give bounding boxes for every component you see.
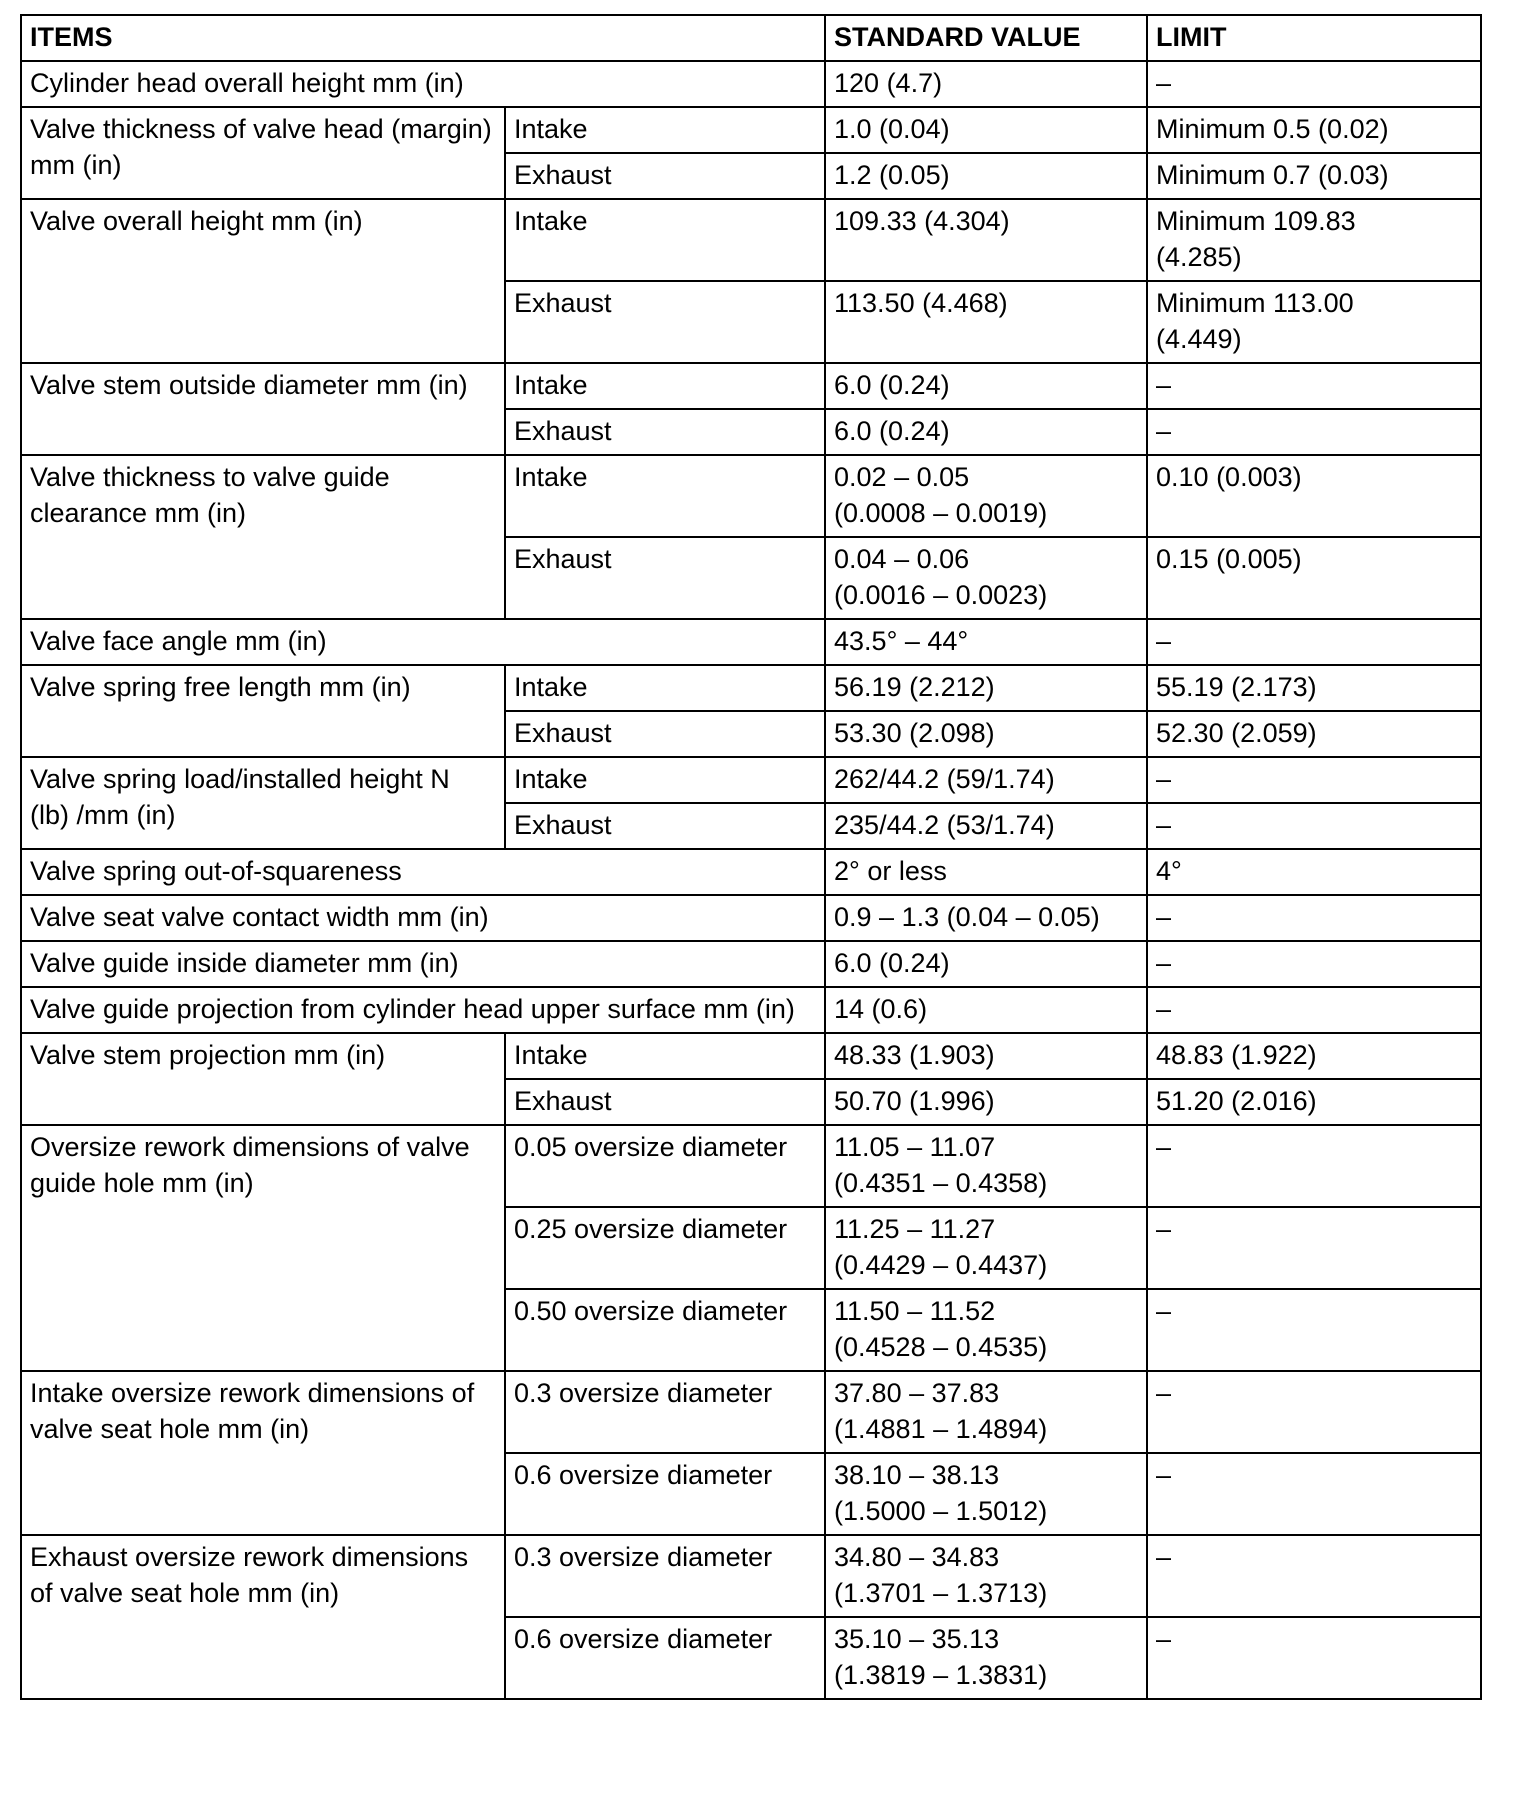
header-items: ITEMS	[21, 15, 825, 61]
standard-value-cell: 0.04 – 0.06 (0.0016 – 0.0023)	[825, 537, 1147, 619]
item-cell: Valve seat valve contact width mm (in)	[21, 895, 825, 941]
spec-table	[20, 14, 1482, 1700]
item-cell: Valve guide inside diameter mm (in)	[21, 941, 825, 987]
item-cell: Exhaust oversize rework dimensions of valve seat hole mm (in)	[21, 1535, 505, 1699]
header-standard-value: STANDARD VALUE	[825, 15, 1147, 61]
standard-value-cell: 53.30 (2.098)	[825, 711, 1147, 757]
standard-value-cell: 56.19 (2.212)	[825, 665, 1147, 711]
sub-item-cell: Exhaust	[505, 803, 825, 849]
item-cell: Valve spring free length mm (in)	[21, 665, 505, 757]
limit-cell: –	[1147, 61, 1481, 107]
table-row	[21, 619, 1481, 665]
sub-item-cell: Intake	[505, 665, 825, 711]
limit-cell: Minimum 0.5 (0.02)	[1147, 107, 1481, 153]
table-row	[21, 1125, 1481, 1207]
standard-value-cell: 34.80 – 34.83 (1.3701 – 1.3713)	[825, 1535, 1147, 1617]
table-row	[21, 987, 1481, 1033]
sub-item-cell: Exhaust	[505, 537, 825, 619]
limit-cell: Minimum 0.7 (0.03)	[1147, 153, 1481, 199]
table-row	[21, 1371, 1481, 1453]
limit-cell: –	[1147, 619, 1481, 665]
item-cell: Intake oversize rework dimensions of valve seat hole mm (in)	[21, 1371, 505, 1535]
limit-cell: –	[1147, 1617, 1481, 1699]
standard-value-cell: 2° or less	[825, 849, 1147, 895]
item-cell: Valve overall height mm (in)	[21, 199, 505, 363]
limit-cell: –	[1147, 895, 1481, 941]
item-cell: Valve guide projection from cylinder head upper surface mm (in)	[21, 987, 825, 1033]
standard-value-cell: 38.10 – 38.13 (1.5000 – 1.5012)	[825, 1453, 1147, 1535]
sub-item-cell: Exhaust	[505, 281, 825, 363]
standard-value-cell: 48.33 (1.903)	[825, 1033, 1147, 1079]
item-cell: Valve thickness to valve guide clearance mm (in)	[21, 455, 505, 619]
limit-cell: –	[1147, 1453, 1481, 1535]
standard-value-cell: 109.33 (4.304)	[825, 199, 1147, 281]
sub-item-cell: Exhaust	[505, 1079, 825, 1125]
table-row	[21, 895, 1481, 941]
sub-item-cell: 0.50 oversize diameter	[505, 1289, 825, 1371]
limit-cell: 48.83 (1.922)	[1147, 1033, 1481, 1079]
sub-item-cell: Intake	[505, 1033, 825, 1079]
limit-cell: –	[1147, 757, 1481, 803]
table-row	[21, 757, 1481, 803]
item-cell: Valve stem outside diameter mm (in)	[21, 363, 505, 455]
standard-value-cell: 43.5° – 44°	[825, 619, 1147, 665]
table-row	[21, 199, 1481, 281]
table-row	[21, 1535, 1481, 1617]
limit-cell: 0.10 (0.003)	[1147, 455, 1481, 537]
standard-value-cell: 1.2 (0.05)	[825, 153, 1147, 199]
standard-value-cell: 11.50 – 11.52 (0.4528 – 0.4535)	[825, 1289, 1147, 1371]
sub-item-cell: Exhaust	[505, 153, 825, 199]
limit-cell: –	[1147, 1371, 1481, 1453]
header-row	[21, 15, 1481, 61]
limit-cell: –	[1147, 1125, 1481, 1207]
limit-cell: 4°	[1147, 849, 1481, 895]
limit-cell: Minimum 109.83 (4.285)	[1147, 199, 1481, 281]
standard-value-cell: 6.0 (0.24)	[825, 409, 1147, 455]
standard-value-cell: 11.25 – 11.27 (0.4429 – 0.4437)	[825, 1207, 1147, 1289]
table-row	[21, 107, 1481, 153]
item-cell: Valve thickness of valve head (margin) mm (in)	[21, 107, 505, 199]
sub-item-cell: 0.3 oversize diameter	[505, 1535, 825, 1617]
standard-value-cell: 6.0 (0.24)	[825, 941, 1147, 987]
limit-cell: –	[1147, 803, 1481, 849]
limit-cell: –	[1147, 987, 1481, 1033]
table-row	[21, 455, 1481, 537]
sub-item-cell: Intake	[505, 107, 825, 153]
sub-item-cell: 0.3 oversize diameter	[505, 1371, 825, 1453]
standard-value-cell: 11.05 – 11.07 (0.4351 – 0.4358)	[825, 1125, 1147, 1207]
table-row	[21, 61, 1481, 107]
standard-value-cell: 6.0 (0.24)	[825, 363, 1147, 409]
sub-item-cell: Intake	[505, 363, 825, 409]
standard-value-cell: 14 (0.6)	[825, 987, 1147, 1033]
standard-value-cell: 0.02 – 0.05 (0.0008 – 0.0019)	[825, 455, 1147, 537]
item-cell: Valve spring out-of-squareness	[21, 849, 825, 895]
limit-cell: Minimum 113.00 (4.449)	[1147, 281, 1481, 363]
standard-value-cell: 1.0 (0.04)	[825, 107, 1147, 153]
limit-cell: –	[1147, 1289, 1481, 1371]
table-row	[21, 665, 1481, 711]
sub-item-cell: 0.6 oversize diameter	[505, 1453, 825, 1535]
standard-value-cell: 120 (4.7)	[825, 61, 1147, 107]
item-cell: Valve face angle mm (in)	[21, 619, 825, 665]
sub-item-cell: 0.25 oversize diameter	[505, 1207, 825, 1289]
standard-value-cell: 35.10 – 35.13 (1.3819 – 1.3831)	[825, 1617, 1147, 1699]
standard-value-cell: 37.80 – 37.83 (1.4881 – 1.4894)	[825, 1371, 1147, 1453]
item-cell: Oversize rework dimensions of valve guide hole mm (in)	[21, 1125, 505, 1371]
limit-cell: 51.20 (2.016)	[1147, 1079, 1481, 1125]
table-row	[21, 849, 1481, 895]
standard-value-cell: 0.9 – 1.3 (0.04 – 0.05)	[825, 895, 1147, 941]
sub-item-cell: Exhaust	[505, 409, 825, 455]
sub-item-cell: Intake	[505, 455, 825, 537]
standard-value-cell: 113.50 (4.468)	[825, 281, 1147, 363]
limit-cell: –	[1147, 363, 1481, 409]
limit-cell: 52.30 (2.059)	[1147, 711, 1481, 757]
item-cell: Valve stem projection mm (in)	[21, 1033, 505, 1125]
limit-cell: –	[1147, 1535, 1481, 1617]
item-cell: Cylinder head overall height mm (in)	[21, 61, 825, 107]
sub-item-cell: Exhaust	[505, 711, 825, 757]
sub-item-cell: 0.6 oversize diameter	[505, 1617, 825, 1699]
limit-cell: 0.15 (0.005)	[1147, 537, 1481, 619]
header-limit: LIMIT	[1147, 15, 1481, 61]
table-row	[21, 941, 1481, 987]
spec-table-body	[21, 15, 1481, 1699]
sub-item-cell: 0.05 oversize diameter	[505, 1125, 825, 1207]
standard-value-cell: 50.70 (1.996)	[825, 1079, 1147, 1125]
sub-item-cell: Intake	[505, 757, 825, 803]
table-row	[21, 1033, 1481, 1079]
standard-value-cell: 262/44.2 (59/1.74)	[825, 757, 1147, 803]
limit-cell: 55.19 (2.173)	[1147, 665, 1481, 711]
limit-cell: –	[1147, 1207, 1481, 1289]
sub-item-cell: Intake	[505, 199, 825, 281]
standard-value-cell: 235/44.2 (53/1.74)	[825, 803, 1147, 849]
limit-cell: –	[1147, 941, 1481, 987]
item-cell: Valve spring load/installed height N (lb) /mm (in)	[21, 757, 505, 849]
limit-cell: –	[1147, 409, 1481, 455]
table-row	[21, 363, 1481, 409]
